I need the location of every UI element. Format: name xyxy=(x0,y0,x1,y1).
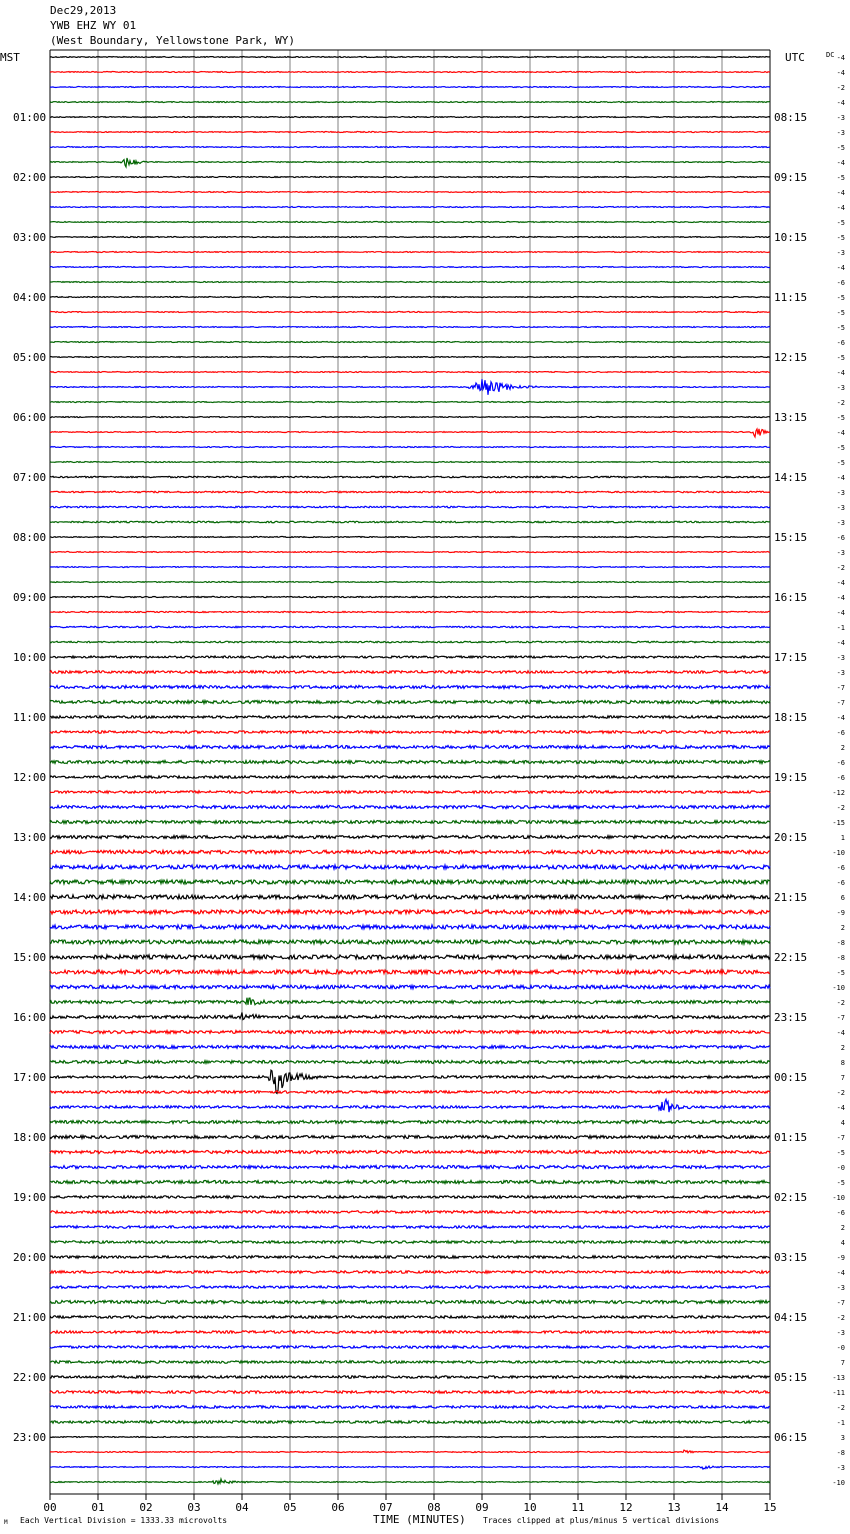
seismic-trace xyxy=(50,506,770,507)
dc-offset-label: -11 xyxy=(832,1389,845,1397)
x-tick-label: 00 xyxy=(43,1501,57,1514)
seismic-trace xyxy=(50,1437,770,1438)
dc-offset-label: -3 xyxy=(836,489,845,497)
dc-offset-label: -3 xyxy=(836,114,845,122)
seismic-trace xyxy=(50,117,770,118)
mst-hour-label: 08:00 xyxy=(13,531,47,544)
dc-offset-label: 4 xyxy=(840,1119,845,1127)
seismic-trace xyxy=(50,1466,770,1469)
seismic-trace xyxy=(50,641,770,642)
dc-offset-label: -2 xyxy=(836,564,845,572)
mst-hour-label: 17:00 xyxy=(13,1071,47,1084)
dc-offset-label: -3 xyxy=(836,129,845,137)
x-tick-label: 07 xyxy=(379,1501,393,1514)
station-location: (West Boundary, Yellowstone Park, WY) xyxy=(50,34,296,47)
seismic-trace xyxy=(50,372,770,373)
dc-offset-label: -2 xyxy=(836,399,845,407)
mst-hour-label: 01:00 xyxy=(13,111,47,124)
dc-offset-label: -3 xyxy=(836,384,845,392)
station-code: YWB EHZ WY 01 xyxy=(50,19,137,32)
utc-hour-label: 14:15 xyxy=(774,471,808,484)
seismic-trace xyxy=(50,955,770,959)
mst-hour-label: 05:00 xyxy=(13,351,47,364)
seismic-trace xyxy=(50,147,770,148)
seismic-trace xyxy=(50,342,770,343)
seismic-trace xyxy=(50,87,770,88)
dc-offset-label: -3 xyxy=(836,1329,845,1337)
mst-hour-label: 02:00 xyxy=(13,171,47,184)
seismic-trace xyxy=(50,327,770,328)
x-tick-label: 03 xyxy=(187,1501,201,1514)
dc-offset-label: 1 xyxy=(840,834,845,842)
utc-hour-label: 03:15 xyxy=(774,1251,808,1264)
mst-hour-label: 06:00 xyxy=(13,411,47,424)
dc-offset-label: -4 xyxy=(836,69,845,77)
seismic-trace xyxy=(50,940,770,944)
seismic-trace xyxy=(50,237,770,238)
seismic-trace xyxy=(50,429,770,437)
mst-hour-label: 18:00 xyxy=(13,1131,47,1144)
dc-offset-label: -6 xyxy=(836,759,845,767)
x-tick-label: 14 xyxy=(715,1501,729,1514)
seismic-trace xyxy=(50,656,770,658)
seismic-trace xyxy=(50,177,770,178)
dc-offset-label: -3 xyxy=(836,249,845,257)
x-tick-label: 10 xyxy=(523,1501,537,1514)
mst-hour-label: 07:00 xyxy=(13,471,47,484)
seismic-trace xyxy=(50,596,770,597)
dc-offset-label: -5 xyxy=(836,144,845,152)
seismic-trace xyxy=(50,731,770,733)
dc-offset-label: -10 xyxy=(832,984,845,992)
seismic-trace xyxy=(50,57,770,58)
dc-offset-label: -4 xyxy=(836,1269,845,1277)
dc-offset-label: -4 xyxy=(836,54,845,62)
dc-offset-label: -2 xyxy=(836,1404,845,1412)
dc-offset-label: -4 xyxy=(836,99,845,107)
seismic-trace xyxy=(50,776,770,778)
seismic-trace xyxy=(50,1099,770,1112)
seismic-trace xyxy=(50,379,770,395)
dc-offset-label: -2 xyxy=(836,999,845,1007)
seismic-trace xyxy=(50,1450,770,1453)
dc-offset-label: -5 xyxy=(836,414,845,422)
utc-hour-label: 12:15 xyxy=(774,351,808,364)
mst-hour-label: 11:00 xyxy=(13,711,47,724)
chart-date: Dec29,2013 xyxy=(50,4,117,17)
seismic-trace xyxy=(50,1070,770,1093)
mst-hour-label: 10:00 xyxy=(13,651,47,664)
dc-offset-label: -6 xyxy=(836,774,845,782)
mst-hour-label: 21:00 xyxy=(13,1311,47,1324)
mst-axis-label: MST xyxy=(0,51,20,64)
dc-offset-label: -5 xyxy=(836,234,845,242)
seismic-trace xyxy=(50,447,770,448)
dc-offset-label: -4 xyxy=(836,159,845,167)
seismic-trace xyxy=(50,746,770,749)
dc-offset-label: -4 xyxy=(836,1104,845,1112)
dc-offset-label: -4 xyxy=(836,1029,845,1037)
dc-offset-label: 2 xyxy=(840,1224,845,1232)
corner-mark: M xyxy=(4,1519,8,1526)
seismic-trace xyxy=(50,1346,770,1348)
utc-hour-label: 19:15 xyxy=(774,771,808,784)
utc-hour-label: 11:15 xyxy=(774,291,808,304)
dc-offset-label: -6 xyxy=(836,279,845,287)
dc-column-label: DC xyxy=(826,51,835,59)
x-tick-label: 11 xyxy=(571,1501,585,1514)
mst-hour-label: 09:00 xyxy=(13,591,47,604)
dc-offset-label: -7 xyxy=(836,1014,845,1022)
dc-offset-label: -6 xyxy=(836,864,845,872)
seismic-trace xyxy=(50,1331,770,1333)
seismic-trace xyxy=(50,1479,770,1484)
dc-offset-label: 2 xyxy=(840,1044,845,1052)
dc-offset-label: -5 xyxy=(836,1179,845,1187)
mst-hour-label: 04:00 xyxy=(13,291,47,304)
mst-hour-label: 23:00 xyxy=(13,1431,47,1444)
dc-offset-label: -5 xyxy=(836,324,845,332)
dc-offset-label: -4 xyxy=(836,204,845,212)
utc-hour-label: 18:15 xyxy=(774,711,808,724)
dc-offset-label: -3 xyxy=(836,1284,845,1292)
dc-offset-label: -8 xyxy=(836,939,845,947)
dc-offset-label: -15 xyxy=(832,819,845,827)
dc-offset-label: -10 xyxy=(832,1194,845,1202)
dc-offset-label: -7 xyxy=(836,1134,845,1142)
dc-offset-label: -6 xyxy=(836,1209,845,1217)
x-tick-label: 15 xyxy=(763,1501,777,1514)
seismic-trace xyxy=(50,1391,770,1393)
utc-hour-label: 23:15 xyxy=(774,1011,808,1024)
dc-offset-label: -7 xyxy=(836,699,845,707)
utc-hour-label: 09:15 xyxy=(774,171,808,184)
dc-offset-label: 3 xyxy=(840,1434,845,1442)
dc-offset-label: -5 xyxy=(836,1149,845,1157)
seismic-trace xyxy=(50,1181,770,1184)
mst-hour-label: 14:00 xyxy=(13,891,47,904)
dc-offset-label: -7 xyxy=(836,684,845,692)
dc-offset-label: -4 xyxy=(836,474,845,482)
dc-offset-label: -3 xyxy=(836,504,845,512)
utc-hour-label: 17:15 xyxy=(774,651,808,664)
seismic-trace xyxy=(50,1151,770,1154)
utc-hour-label: 13:15 xyxy=(774,411,808,424)
seismic-trace xyxy=(50,521,770,522)
x-tick-label: 09 xyxy=(475,1501,489,1514)
dc-offset-label: -5 xyxy=(836,309,845,317)
dc-offset-label: -4 xyxy=(836,189,845,197)
dc-offset-label: -2 xyxy=(836,1314,845,1322)
dc-offset-label: -5 xyxy=(836,294,845,302)
seismic-trace xyxy=(50,1031,770,1034)
seismic-trace xyxy=(50,850,770,853)
seismic-trace xyxy=(50,207,770,208)
dc-offset-label: -4 xyxy=(836,369,845,377)
seismic-trace xyxy=(50,132,770,133)
utc-hour-label: 04:15 xyxy=(774,1311,808,1324)
dc-offset-label: -10 xyxy=(832,849,845,857)
seismic-trace xyxy=(50,476,770,477)
seismic-trace xyxy=(50,1121,770,1124)
seismic-trace xyxy=(50,312,770,313)
seismic-trace xyxy=(50,1406,770,1408)
seismic-trace xyxy=(50,865,770,869)
seismic-trace xyxy=(50,192,770,193)
mst-hour-label: 16:00 xyxy=(13,1011,47,1024)
seismic-trace xyxy=(50,282,770,283)
seismic-trace xyxy=(50,1316,770,1318)
dc-offset-label: 7 xyxy=(840,1359,845,1367)
x-tick-label: 01 xyxy=(91,1501,105,1514)
seismic-trace xyxy=(50,925,770,929)
seismic-trace xyxy=(50,791,770,793)
dc-offset-label: -6 xyxy=(836,534,845,542)
dc-offset-label: 2 xyxy=(840,744,845,752)
seismic-trace xyxy=(50,1286,770,1288)
seismic-trace xyxy=(50,357,770,358)
seismic-trace xyxy=(50,72,770,73)
seismic-trace xyxy=(50,537,770,538)
seismic-trace xyxy=(50,716,770,718)
seismic-trace xyxy=(50,1136,770,1139)
seismic-trace xyxy=(50,158,770,167)
dc-offset-label: -6 xyxy=(836,879,845,887)
seismic-trace xyxy=(50,1061,770,1064)
dc-offset-label: -3 xyxy=(836,549,845,557)
scale-note: Each Vertical Division = 1333.33 microvolts xyxy=(20,1516,228,1525)
seismic-trace xyxy=(50,701,770,704)
seismic-trace xyxy=(50,102,770,103)
seismic-trace xyxy=(50,611,770,612)
seismic-trace xyxy=(50,462,770,463)
seismic-trace xyxy=(50,985,770,988)
mst-hour-label: 13:00 xyxy=(13,831,47,844)
x-tick-label: 04 xyxy=(235,1501,249,1514)
utc-axis-label: UTC xyxy=(785,51,805,64)
utc-hour-label: 21:15 xyxy=(774,891,808,904)
seismic-trace xyxy=(50,252,770,253)
dc-offset-label: -5 xyxy=(836,969,845,977)
dc-offset-label: -1 xyxy=(836,1419,845,1427)
seismic-trace xyxy=(50,1241,770,1243)
utc-hour-label: 06:15 xyxy=(774,1431,808,1444)
utc-hour-label: 01:15 xyxy=(774,1131,808,1144)
utc-hour-label: 00:15 xyxy=(774,1071,808,1084)
seismic-trace xyxy=(50,1376,770,1378)
dc-offset-label: -5 xyxy=(836,354,845,362)
dc-offset-label: 8 xyxy=(840,1059,845,1067)
dc-offset-label: -8 xyxy=(836,954,845,962)
seismic-trace xyxy=(50,998,770,1005)
mst-hour-label: 19:00 xyxy=(13,1191,47,1204)
seismic-trace xyxy=(50,1361,770,1363)
dc-offset-label: -4 xyxy=(836,429,845,437)
x-tick-label: 12 xyxy=(619,1501,633,1514)
dc-offset-label: -3 xyxy=(836,519,845,527)
dc-offset-label: 4 xyxy=(840,1239,845,1247)
dc-offset-label: -2 xyxy=(836,84,845,92)
dc-offset-label: -5 xyxy=(836,444,845,452)
seismic-trace xyxy=(50,970,770,974)
seismic-trace xyxy=(50,1196,770,1198)
utc-hour-label: 22:15 xyxy=(774,951,808,964)
x-tick-label: 06 xyxy=(331,1501,345,1514)
dc-offset-label: -13 xyxy=(832,1374,845,1382)
dc-offset-label: -7 xyxy=(836,1299,845,1307)
dc-offset-label: -9 xyxy=(836,1254,845,1262)
seismic-trace xyxy=(50,806,770,809)
seismic-trace xyxy=(50,910,770,914)
seismic-trace xyxy=(50,836,770,839)
seismic-trace xyxy=(50,1091,770,1093)
dc-offset-label: -0 xyxy=(836,1344,845,1352)
dc-offset-label: 2 xyxy=(840,924,845,932)
dc-offset-label: -5 xyxy=(836,459,845,467)
utc-hour-label: 15:15 xyxy=(774,531,808,544)
mst-hour-label: 20:00 xyxy=(13,1251,47,1264)
seismic-trace xyxy=(50,686,770,689)
dc-offset-label: -6 xyxy=(836,339,845,347)
seismic-trace xyxy=(50,761,770,764)
seismic-trace xyxy=(50,297,770,298)
seismic-trace xyxy=(50,582,770,583)
dc-offset-label: -4 xyxy=(836,609,845,617)
seismic-trace xyxy=(50,1421,770,1423)
seismic-trace xyxy=(50,895,770,899)
x-tick-label: 05 xyxy=(283,1501,297,1514)
mst-hour-label: 03:00 xyxy=(13,231,47,244)
seismic-trace xyxy=(50,1012,770,1019)
seismic-trace xyxy=(50,222,770,223)
utc-hour-label: 02:15 xyxy=(774,1191,808,1204)
x-axis-label: TIME (MINUTES) xyxy=(373,1513,466,1526)
dc-offset-label: 6 xyxy=(840,894,845,902)
utc-hour-label: 20:15 xyxy=(774,831,808,844)
mst-hour-label: 22:00 xyxy=(13,1371,47,1384)
dc-offset-label: -2 xyxy=(836,1089,845,1097)
utc-hour-label: 08:15 xyxy=(774,111,808,124)
dc-offset-label: 7 xyxy=(840,1074,845,1082)
utc-hour-label: 05:15 xyxy=(774,1371,808,1384)
seismic-trace xyxy=(50,821,770,824)
seismic-trace xyxy=(50,1166,770,1169)
seismic-trace xyxy=(50,1211,770,1213)
dc-offset-label: -1 xyxy=(836,624,845,632)
mst-hour-label: 15:00 xyxy=(13,951,47,964)
seismic-trace xyxy=(50,1256,770,1258)
x-tick-label: 02 xyxy=(139,1501,153,1514)
dc-offset-label: -0 xyxy=(836,1164,845,1172)
utc-hour-label: 16:15 xyxy=(774,591,808,604)
seismic-trace xyxy=(50,491,770,492)
dc-offset-label: -4 xyxy=(836,714,845,722)
dc-offset-label: -4 xyxy=(836,594,845,602)
dc-offset-label: -12 xyxy=(832,789,845,797)
dc-offset-label: -3 xyxy=(836,1464,845,1472)
dc-offset-label: -8 xyxy=(836,1449,845,1457)
x-tick-label: 08 xyxy=(427,1501,441,1514)
seismic-trace xyxy=(50,626,770,627)
x-tick-label: 13 xyxy=(667,1501,681,1514)
mst-hour-label: 12:00 xyxy=(13,771,47,784)
seismic-trace xyxy=(50,1226,770,1228)
utc-hour-label: 10:15 xyxy=(774,231,808,244)
seismic-trace xyxy=(50,567,770,568)
seismic-trace xyxy=(50,880,770,884)
dc-offset-label: -2 xyxy=(836,804,845,812)
dc-offset-label: -4 xyxy=(836,639,845,647)
seismic-trace xyxy=(50,267,770,268)
seismic-trace xyxy=(50,417,770,418)
seismic-trace xyxy=(50,402,770,403)
dc-offset-label: -5 xyxy=(836,174,845,182)
clip-note: Traces clipped at plus/minus 5 vertical divisions xyxy=(483,1516,720,1525)
dc-offset-label: -5 xyxy=(836,219,845,227)
seismic-trace xyxy=(50,671,770,673)
seismic-trace xyxy=(50,1046,770,1049)
dc-offset-label: -3 xyxy=(836,669,845,677)
dc-offset-label: -6 xyxy=(836,729,845,737)
seismic-trace xyxy=(50,1271,770,1273)
dc-offset-label: -10 xyxy=(832,1479,845,1487)
dc-offset-label: -4 xyxy=(836,264,845,272)
dc-offset-label: -9 xyxy=(836,909,845,917)
seismic-trace xyxy=(50,1301,770,1304)
dc-offset-label: -3 xyxy=(836,654,845,662)
seismic-trace xyxy=(50,552,770,553)
dc-offset-label: -4 xyxy=(836,579,845,587)
